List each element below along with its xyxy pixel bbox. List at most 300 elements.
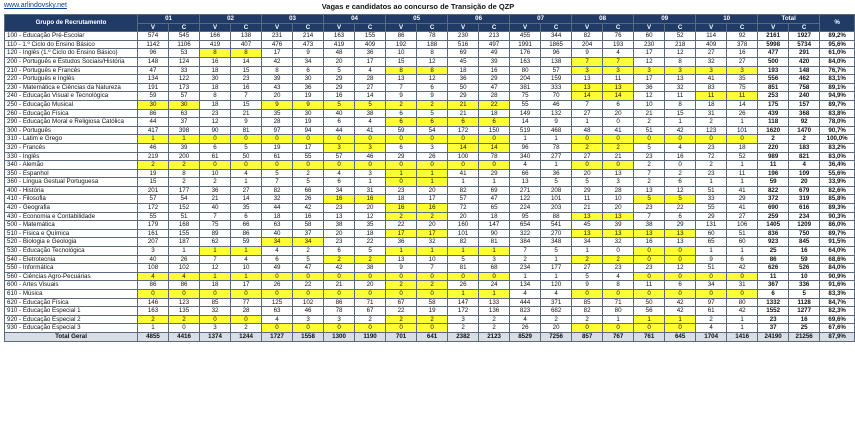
vacancies-cell: 1 — [448, 247, 479, 256]
vacancies-cell: 17 — [634, 49, 665, 58]
total-vacancies-cell: 37 — [758, 324, 789, 333]
table-row — [5, 66, 855, 75]
candidates-cell: 0 — [293, 135, 324, 144]
zone-header: 09 — [634, 15, 696, 24]
vacancies-cell: 0 — [324, 272, 355, 281]
vacancies-cell: 16 — [324, 195, 355, 204]
candidates-cell: 13 — [603, 83, 634, 92]
total-vacancies-cell: 1620 — [758, 126, 789, 135]
vacancies-cell: 13 — [634, 186, 665, 195]
group-name: 620 - Educação Física — [5, 298, 138, 307]
candidates-cell: 94 — [293, 126, 324, 135]
table-row — [5, 32, 855, 41]
candidates-cell: 1 — [727, 178, 758, 187]
vacancies-cell: 21 — [634, 109, 665, 118]
vacancies-cell: 45 — [572, 221, 603, 230]
vacancies-cell: 3 — [200, 324, 231, 333]
total-vacancies-cell: 11 — [758, 272, 789, 281]
candidates-cell: 18 — [479, 109, 510, 118]
candidates-cell: 0 — [417, 324, 448, 333]
vacancies-cell: 21 — [448, 100, 479, 109]
vacancies-cell: 72 — [696, 152, 727, 161]
candidates-cell: 7 — [231, 92, 262, 101]
vacancies-cell: 82 — [448, 186, 479, 195]
percent-cell: 89,7% — [820, 100, 855, 109]
candidates-cell: 2 — [417, 212, 448, 221]
percent-cell: 78,0% — [820, 118, 855, 127]
vacancies-cell: 5 — [262, 169, 293, 178]
candidates-cell: 54 — [169, 195, 200, 204]
vacancies-cell: 26 — [510, 324, 541, 333]
candidates-cell: 32 — [417, 238, 448, 247]
candidates-cell: 3 — [293, 315, 324, 324]
candidates-cell: 37 — [169, 118, 200, 127]
candidates-cell: 42 — [665, 307, 696, 316]
candidates-cell: 20 — [417, 221, 448, 230]
vacancies-cell: 51 — [634, 126, 665, 135]
vacancies-cell: 18 — [262, 212, 293, 221]
candidates-cell: 0 — [479, 161, 510, 170]
vacancies-cell: 7 — [634, 212, 665, 221]
total-vacancies-cell: 372 — [758, 195, 789, 204]
candidates-cell: 18 — [355, 229, 386, 238]
candidates-cell: 17 — [417, 229, 448, 238]
candidates-cell: 497 — [479, 40, 510, 49]
candidates-cell: 6 — [293, 66, 324, 75]
candidates-cell: 6 — [665, 178, 696, 187]
vacancies-cell: 82 — [572, 32, 603, 41]
vacancies-cell: 0 — [324, 135, 355, 144]
vacancies-cell: 519 — [510, 126, 541, 135]
candidates-cell: 41 — [355, 126, 386, 135]
vacancies-cell: 1374 — [200, 332, 231, 341]
table-row — [5, 298, 855, 307]
zone-header: 05 — [386, 15, 448, 24]
vacancies-cell: 122 — [510, 195, 541, 204]
group-name: 340 - Alemão — [5, 161, 138, 170]
candidates-cell: 1 — [479, 290, 510, 299]
candidates-cell: 0 — [293, 290, 324, 299]
vacancies-cell: 163 — [510, 57, 541, 66]
candidates-cell: 59 — [231, 238, 262, 247]
candidates-cell: 7 — [417, 264, 448, 273]
group-name: 350 - Espanhol — [5, 169, 138, 178]
vacancies-cell: 60 — [696, 229, 727, 238]
vacancies-cell: 63 — [262, 221, 293, 230]
total-candidates-cell: 1128 — [789, 298, 820, 307]
vacancies-cell: 2 — [634, 118, 665, 127]
candidates-cell: 22 — [665, 204, 696, 213]
candidates-header: C — [169, 23, 200, 32]
vacancies-cell: 271 — [510, 186, 541, 195]
candidates-cell: 35 — [231, 204, 262, 213]
total-vacancies-cell: 1405 — [758, 221, 789, 230]
total-vacancies-cell: 118 — [758, 118, 789, 127]
table-row — [5, 195, 855, 204]
vacancies-cell: 21 — [572, 204, 603, 213]
vacancies-cell: 32 — [696, 57, 727, 66]
candidates-cell: 1 — [231, 178, 262, 187]
candidates-cell: 47 — [479, 83, 510, 92]
group-name: 560 - Ciências Agro-Pecuárias — [5, 272, 138, 281]
candidates-cell: 46 — [355, 152, 386, 161]
candidates-cell: 177 — [169, 186, 200, 195]
candidates-cell: 5 — [293, 178, 324, 187]
candidates-cell: 102 — [169, 264, 200, 273]
candidates-cell: 1 — [541, 161, 572, 170]
candidates-cell: 5 — [355, 247, 386, 256]
vacancies-cell: 20 — [324, 57, 355, 66]
zone-header: Total — [758, 15, 820, 24]
candidates-cell: 92 — [727, 32, 758, 41]
candidates-cell: 49 — [479, 49, 510, 58]
candidates-cell: 645 — [665, 332, 696, 341]
vacancies-cell: 42 — [324, 264, 355, 273]
candidates-cell: 47 — [479, 195, 510, 204]
vacancies-cell: 149 — [510, 109, 541, 118]
candidates-cell: 8 — [665, 100, 696, 109]
candidates-cell: 11 — [727, 169, 758, 178]
candidates-cell: 0 — [665, 290, 696, 299]
table-row — [5, 307, 855, 316]
candidates-cell: 2 — [169, 315, 200, 324]
vacancies-cell: 23 — [696, 169, 727, 178]
vacancies-cell: 97 — [262, 126, 293, 135]
vacancies-cell: 36 — [386, 238, 417, 247]
vacancies-cell: 6 — [386, 118, 417, 127]
candidates-cell: 1 — [231, 247, 262, 256]
total-candidates-cell: 420 — [789, 57, 820, 66]
vacancies-cell: 80 — [510, 66, 541, 75]
vacancies-cell: 17 — [634, 75, 665, 84]
vacancies-cell: 2 — [696, 161, 727, 170]
vacancies-cell: 0 — [386, 324, 417, 333]
candidates-cell: 541 — [541, 221, 572, 230]
candidates-cell: 81 — [231, 126, 262, 135]
vacancies-cell: 4 — [138, 272, 169, 281]
vacancies-cell: 0 — [448, 135, 479, 144]
vacancies-cell: 19 — [262, 143, 293, 152]
vacancies-cell: 0 — [634, 255, 665, 264]
table-row — [5, 281, 855, 290]
group-name: 930 - Educação Especial 3 — [5, 324, 138, 333]
total-vacancies-cell: 196 — [758, 169, 789, 178]
candidates-cell: 14 — [355, 92, 386, 101]
vacancies-cell: 30 — [200, 75, 231, 84]
candidates-cell: 65 — [479, 204, 510, 213]
total-candidates-cell: 16 — [789, 247, 820, 256]
total-vacancies-cell: 1332 — [758, 298, 789, 307]
candidates-cell: 78 — [541, 143, 572, 152]
vacancies-cell: 23 — [634, 152, 665, 161]
total-candidates-cell: 319 — [789, 195, 820, 204]
total-candidates-cell: 16 — [789, 315, 820, 324]
vacancies-cell: 1 — [696, 247, 727, 256]
total-vacancies-cell: 822 — [758, 186, 789, 195]
vacancies-cell: 1 — [138, 324, 169, 333]
vacancies-cell: 14 — [448, 143, 479, 152]
total-vacancies-cell: 86 — [758, 255, 789, 264]
candidates-cell: 66 — [293, 186, 324, 195]
candidates-cell: 27 — [727, 57, 758, 66]
vacancies-cell: 123 — [696, 126, 727, 135]
page-title: Vagas e candidatos ao concurso de Transição de QZP — [321, 2, 515, 11]
candidates-cell: 26 — [417, 152, 448, 161]
total-vacancies-cell: 2 — [758, 135, 789, 144]
vacancies-header: V — [386, 23, 417, 32]
vacancies-cell: 417 — [138, 126, 169, 135]
total-vacancies-cell: 556 — [758, 75, 789, 84]
candidates-cell: 200 — [169, 152, 200, 161]
candidates-cell: 31 — [355, 186, 386, 195]
candidates-cell: 46 — [541, 100, 572, 109]
vacancies-cell: 16 — [634, 238, 665, 247]
vacancies-cell: 0 — [200, 315, 231, 324]
candidates-cell: 58 — [293, 221, 324, 230]
candidates-cell: 2 — [665, 169, 696, 178]
candidates-cell: 16 — [293, 212, 324, 221]
candidates-cell: 173 — [169, 83, 200, 92]
table-row — [5, 315, 855, 324]
candidates-cell: 0 — [479, 135, 510, 144]
candidates-header: C — [231, 23, 262, 32]
vacancies-cell: 381 — [510, 83, 541, 92]
candidates-cell: 106 — [727, 221, 758, 230]
vacancies-cell: 2 — [572, 255, 603, 264]
vacancies-header: V — [696, 23, 727, 32]
candidates-cell: 0 — [603, 135, 634, 144]
vacancies-cell: 6 — [200, 143, 231, 152]
candidates-cell: 120 — [541, 281, 572, 290]
vacancies-cell: 0 — [634, 324, 665, 333]
vacancies-cell: 1 — [200, 272, 231, 281]
candidates-cell: 1 — [665, 118, 696, 127]
candidates-cell: 8 — [417, 49, 448, 58]
candidates-cell: 1 — [603, 315, 634, 324]
candidates-cell: 16 — [355, 195, 386, 204]
vacancies-cell: 60 — [634, 32, 665, 41]
candidates-cell: 2 — [417, 100, 448, 109]
candidates-cell: 68 — [479, 264, 510, 273]
candidates-cell: 80 — [603, 307, 634, 316]
vacancies-cell: 16 — [324, 92, 355, 101]
candidates-cell: 10 — [603, 195, 634, 204]
group-name: 240 - Educação Visual e Tecnológica — [5, 92, 138, 101]
candidates-cell: 5 — [293, 255, 324, 264]
vacancies-cell: 72 — [448, 204, 479, 213]
vacancies-header: V — [138, 23, 169, 32]
vacancies-cell: 23 — [386, 186, 417, 195]
zone-header: 01 — [138, 15, 200, 24]
candidates-cell: 2 — [169, 178, 200, 187]
vacancies-cell: 49 — [262, 264, 293, 273]
group-name: 230 - Matemática e Ciências da Natureza — [5, 83, 138, 92]
vacancies-cell: 69 — [448, 49, 479, 58]
candidates-cell: 16 — [479, 66, 510, 75]
candidates-cell: 34 — [293, 57, 324, 66]
candidates-cell: 8 — [231, 49, 262, 58]
candidates-cell: 39 — [479, 57, 510, 66]
vacancies-cell: 701 — [386, 332, 417, 341]
candidates-cell: 378 — [727, 40, 758, 49]
vacancies-header: V — [510, 23, 541, 32]
candidates-cell: 50 — [231, 152, 262, 161]
candidates-cell: 1 — [541, 272, 572, 281]
vacancies-cell: 1142 — [138, 40, 169, 49]
vacancies-cell: 10 — [386, 49, 417, 58]
percent-cell: 68,6% — [820, 255, 855, 264]
candidates-cell: 138 — [231, 32, 262, 41]
group-name: 610 - Música — [5, 290, 138, 299]
vacancies-cell: 131 — [696, 221, 727, 230]
candidates-cell: 8 — [417, 66, 448, 75]
candidates-cell: 2 — [417, 281, 448, 290]
candidates-cell: 8 — [169, 169, 200, 178]
candidates-cell: 1558 — [293, 332, 324, 341]
candidates-cell: 31 — [727, 281, 758, 290]
table-row — [5, 204, 855, 213]
group-name: 200 - Português e Estudos Sociais/História — [5, 57, 138, 66]
site-link[interactable]: www.arlindovsky.net — [4, 2, 67, 9]
vacancies-cell: 0 — [634, 272, 665, 281]
percent-cell: 84,0% — [820, 264, 855, 273]
candidates-cell: 2 — [479, 324, 510, 333]
percent-cell: 64,0% — [820, 247, 855, 256]
vacancies-cell: 89 — [200, 229, 231, 238]
candidates-cell: 29 — [479, 169, 510, 178]
vacancies-cell: 55 — [138, 212, 169, 221]
vacancies-cell: 44 — [324, 126, 355, 135]
percent-cell: 83,3% — [820, 290, 855, 299]
candidates-cell: 468 — [541, 126, 572, 135]
candidates-cell: 0 — [417, 290, 448, 299]
vacancies-cell: 45 — [448, 57, 479, 66]
group-name: 110 - 1.º Ciclo do Ensino Básico — [5, 40, 138, 49]
candidates-cell: 53 — [169, 49, 200, 58]
candidates-cell: 203 — [541, 204, 572, 213]
candidates-cell: 28 — [231, 307, 262, 316]
vacancies-cell: 191 — [138, 83, 169, 92]
candidates-cell: 159 — [541, 75, 572, 84]
candidates-cell: 19 — [417, 307, 448, 316]
candidates-cell: 333 — [541, 83, 572, 92]
vacancies-cell: 16 — [386, 204, 417, 213]
vacancies-cell: 13 — [572, 229, 603, 238]
vacancies-cell: 1 — [572, 247, 603, 256]
candidates-cell: 19 — [293, 118, 324, 127]
group-name: 360 - Língua Gestual Portuguesa — [5, 178, 138, 187]
candidates-cell: 0 — [603, 161, 634, 170]
table-row — [5, 40, 855, 49]
total-candidates-cell: 5 — [789, 290, 820, 299]
candidates-cell: 409 — [355, 40, 386, 49]
candidates-cell: 35 — [727, 75, 758, 84]
vacancies-cell: 2 — [696, 118, 727, 127]
vacancies-cell: 20 — [324, 229, 355, 238]
vacancies-cell: 1 — [138, 135, 169, 144]
candidates-header: C — [727, 23, 758, 32]
table-row — [5, 152, 855, 161]
total-candidates-cell: 1470 — [789, 126, 820, 135]
total-vacancies-cell: 690 — [758, 204, 789, 213]
vacancies-cell: 476 — [262, 40, 293, 49]
vacancies-cell: 9 — [696, 255, 727, 264]
candidates-cell: 1 — [541, 255, 572, 264]
candidates-cell: 41 — [727, 204, 758, 213]
vacancies-cell: 0 — [696, 135, 727, 144]
vacancies-header: V — [634, 23, 665, 32]
header-row-zones — [5, 15, 855, 24]
vacancies-cell: 29 — [386, 152, 417, 161]
group-name: 310 - Latim e Grego — [5, 135, 138, 144]
vacancies-cell: 1 — [200, 247, 231, 256]
candidates-cell: 132 — [541, 109, 572, 118]
candidates-cell: 76 — [603, 32, 634, 41]
candidates-cell: 69 — [479, 186, 510, 195]
candidates-cell: 51 — [727, 229, 758, 238]
vacancies-cell: 27 — [696, 49, 727, 58]
vacancies-cell: 28 — [262, 118, 293, 127]
vacancies-cell: 384 — [510, 238, 541, 247]
candidates-cell: 18 — [727, 143, 758, 152]
vacancies-cell: 6 — [448, 118, 479, 127]
candidates-cell: 0 — [603, 290, 634, 299]
vacancies-cell: 97 — [696, 298, 727, 307]
total-vacancies-cell: 220 — [758, 143, 789, 152]
vacancies-cell: 3 — [572, 66, 603, 75]
percent-cell: 84,7% — [820, 298, 855, 307]
candidates-cell: 12 — [665, 186, 696, 195]
vacancies-cell: 18 — [200, 83, 231, 92]
group-name: 540 - Eletrotecnia — [5, 255, 138, 264]
vacancies-cell: 50 — [634, 298, 665, 307]
candidates-cell: 58 — [417, 298, 448, 307]
percent-cell: 91,6% — [820, 281, 855, 290]
candidates-cell: 29 — [727, 195, 758, 204]
candidates-header: C — [541, 23, 572, 32]
vacancies-cell: 0 — [572, 161, 603, 170]
candidates-cell: 15 — [665, 109, 696, 118]
vacancies-cell: 20 — [572, 169, 603, 178]
vacancies-cell: 7 — [634, 169, 665, 178]
percent-cell: 55,6% — [820, 169, 855, 178]
vacancies-cell: 15 — [386, 57, 417, 66]
group-name: 290 - Educação Moral e Religiosa Católica — [5, 118, 138, 127]
vacancies-cell: 17 — [386, 229, 417, 238]
candidates-cell: 1 — [417, 178, 448, 187]
candidates-cell: 2 — [417, 315, 448, 324]
vacancies-cell: 13 — [386, 75, 417, 84]
candidates-cell: 36 — [355, 49, 386, 58]
vacancies-cell: 444 — [510, 298, 541, 307]
candidates-cell: 1416 — [727, 332, 758, 341]
candidates-cell: 14 — [479, 143, 510, 152]
candidates-cell: 0 — [355, 135, 386, 144]
candidates-cell: 10 — [231, 264, 262, 273]
vacancies-cell: 18 — [200, 66, 231, 75]
vacancies-cell: 23 — [324, 238, 355, 247]
vacancies-cell: 0 — [572, 290, 603, 299]
vacancies-cell: 21 — [324, 281, 355, 290]
vacancies-cell: 16 — [200, 57, 231, 66]
vacancies-cell: 761 — [634, 332, 665, 341]
candidates-cell: 9 — [231, 118, 262, 127]
vacancies-cell: 2 — [696, 315, 727, 324]
candidates-cell: 46 — [293, 307, 324, 316]
total-vacancies-cell: 836 — [758, 229, 789, 238]
vacancies-cell: 11 — [634, 281, 665, 290]
candidates-cell: 13 — [603, 169, 634, 178]
